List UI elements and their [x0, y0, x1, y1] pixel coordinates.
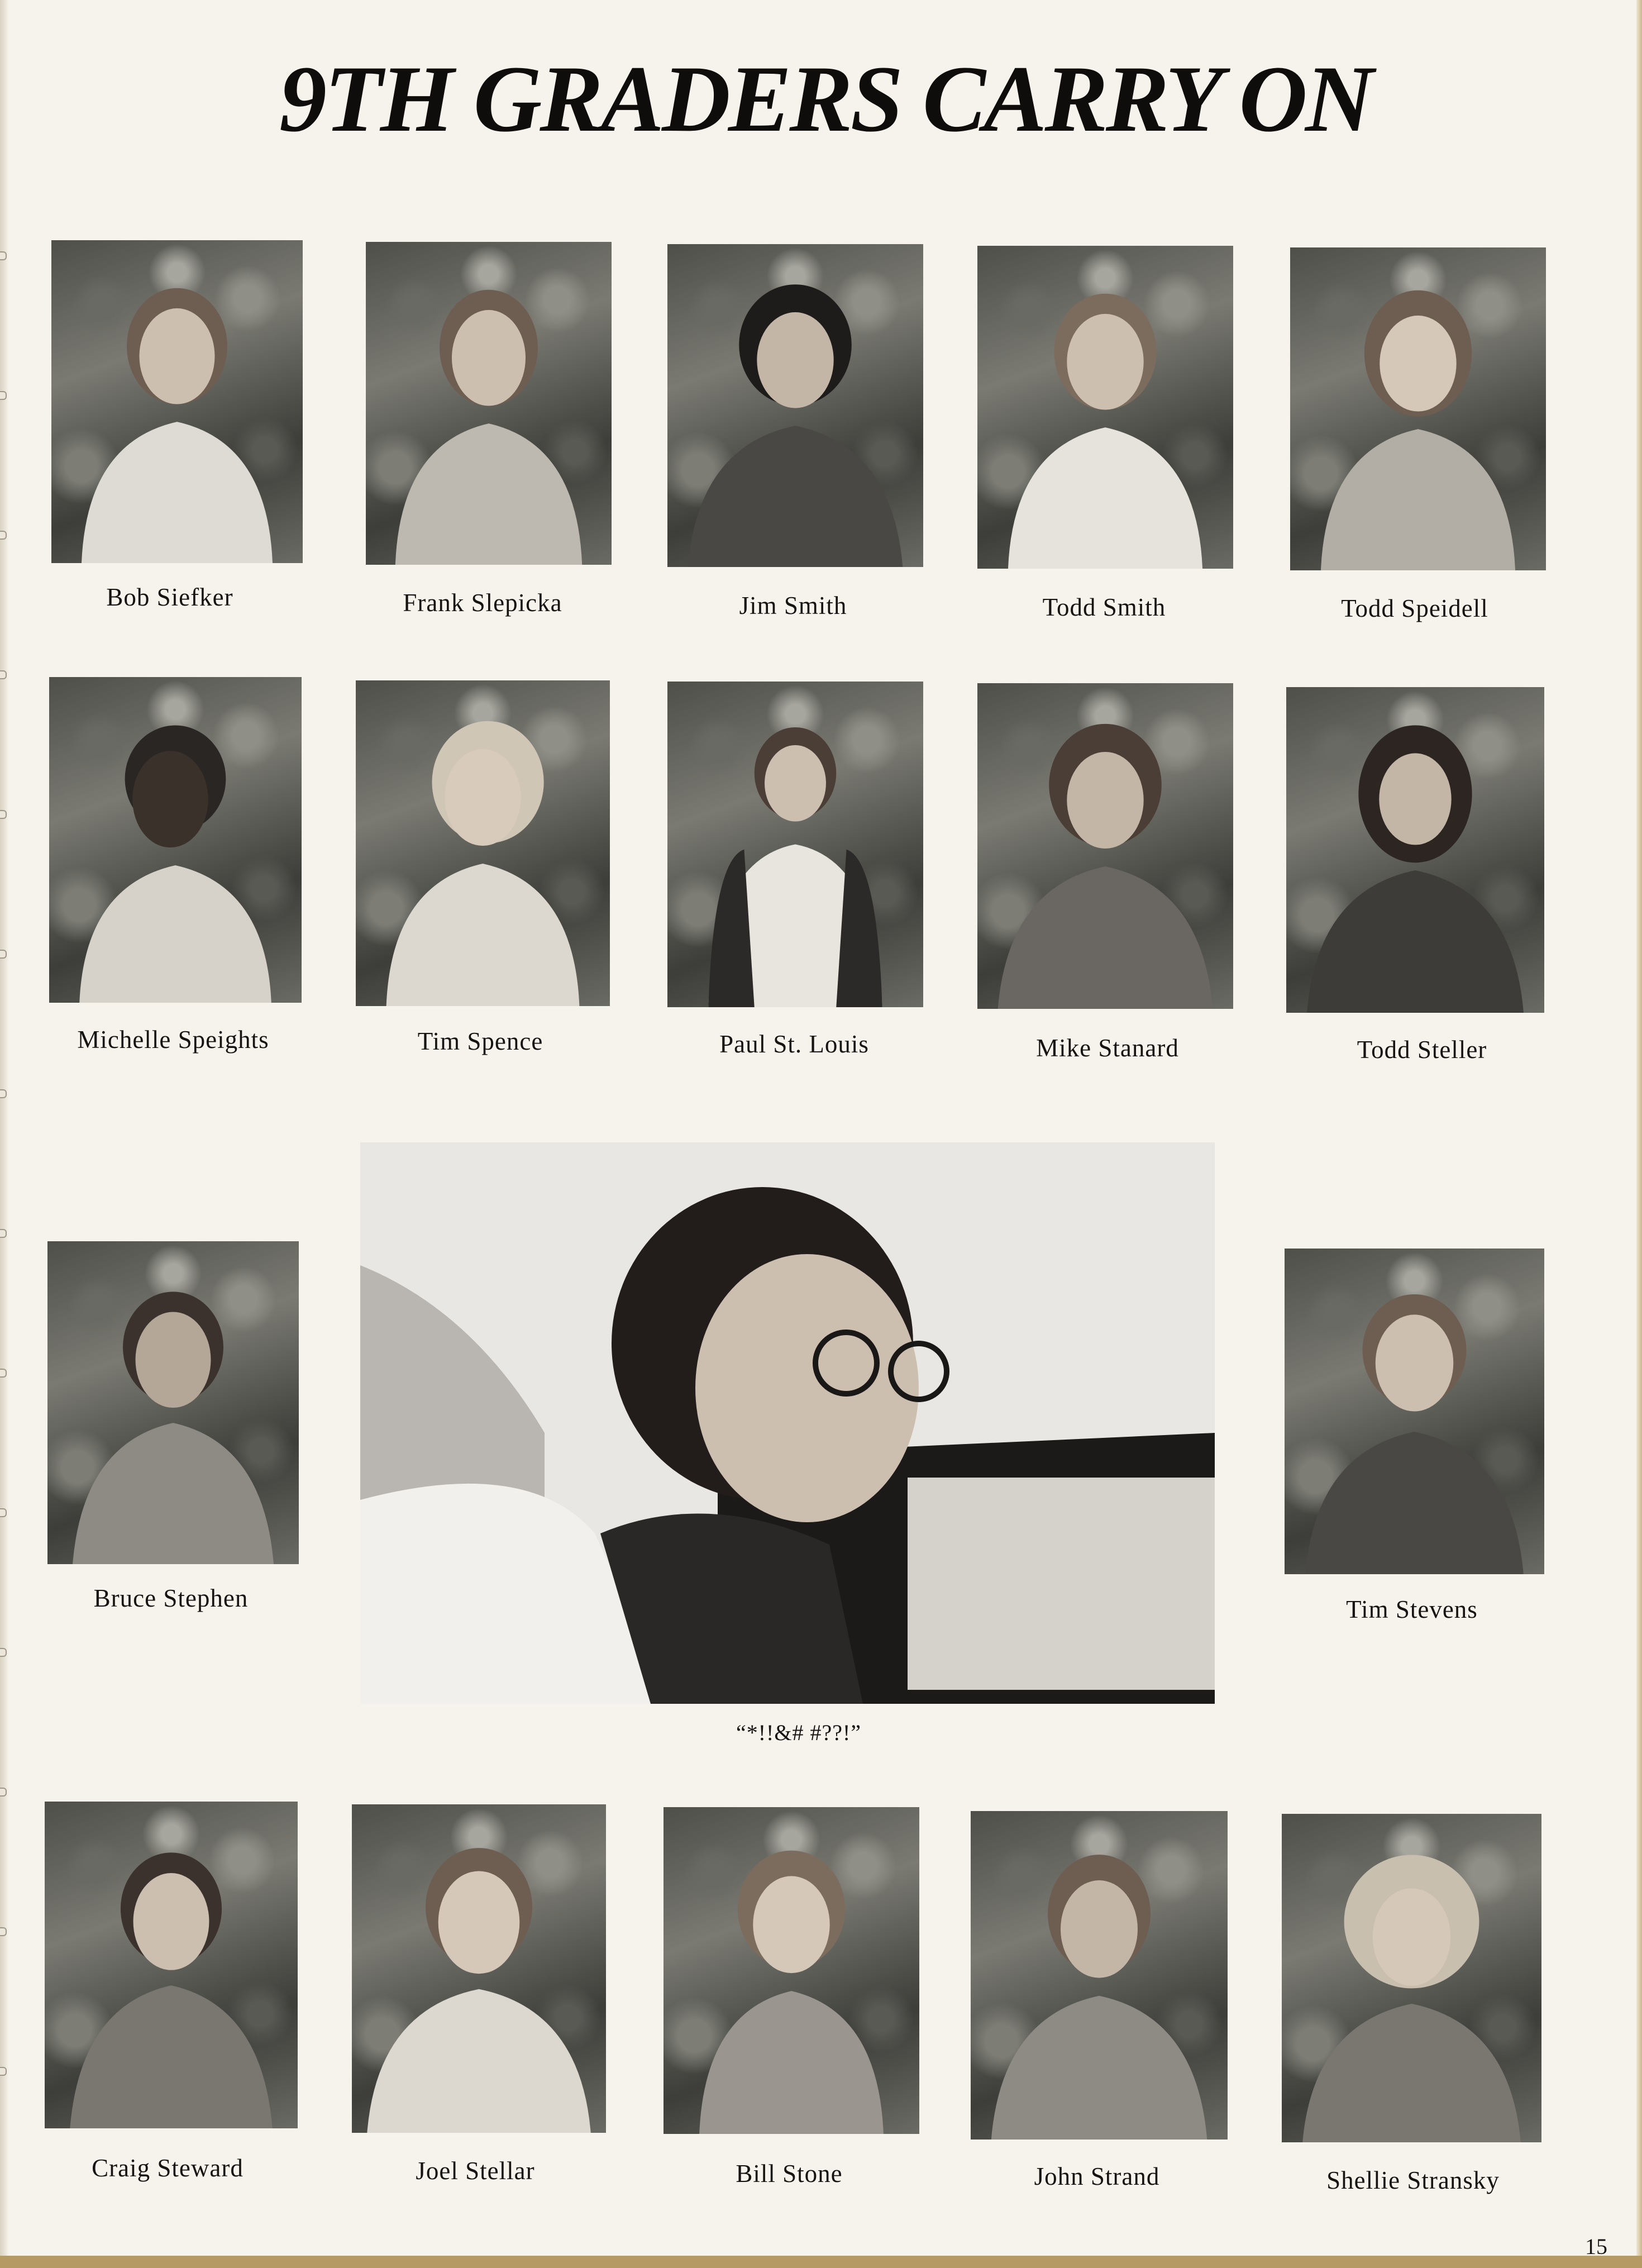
portrait-photo [667, 244, 923, 567]
portrait-photo [977, 246, 1233, 569]
student-name: Tim Stevens [1346, 1595, 1478, 1623]
portrait-photo [49, 677, 302, 1003]
page-bottom-edge [0, 2256, 1642, 2268]
student-name: Craig Steward [92, 2154, 244, 2182]
page-right-edge [1636, 0, 1642, 2268]
student-name: Todd Steller [1357, 1036, 1487, 1064]
portrait-photo [667, 682, 923, 1007]
portrait-photo [47, 1241, 299, 1564]
portrait-photo [366, 242, 612, 565]
student-name: Todd Speidell [1341, 594, 1488, 622]
page-title: 9TH GRADERS CARRY ON [279, 46, 1372, 151]
student-name: Shellie Stransky [1326, 2166, 1500, 2194]
student-name: Joel Stellar [416, 2157, 535, 2185]
student-name: Michelle Speights [77, 1026, 269, 1054]
portrait-photo [977, 683, 1233, 1009]
candid-photo [360, 1142, 1215, 1704]
student-name: Todd Smith [1042, 593, 1166, 621]
student-name: Jim Smith [739, 592, 847, 620]
portrait-photo [1290, 247, 1546, 570]
portrait-photo [971, 1811, 1228, 2140]
portrait-photo [51, 240, 303, 563]
student-name: Bruce Stephen [93, 1584, 249, 1612]
student-name: John Strand [1034, 2162, 1160, 2190]
candid-photo-caption: “*!!&# #??!” [736, 1720, 862, 1745]
portrait-photo [664, 1807, 919, 2134]
student-name: Paul St. Louis [719, 1030, 869, 1058]
portrait-photo [352, 1804, 606, 2133]
page-number: 15 [1585, 2234, 1607, 2259]
portrait-photo [45, 1802, 298, 2128]
portrait-photo [1285, 1249, 1544, 1574]
binding-holes [0, 0, 12, 2268]
student-name: Bill Stone [736, 2160, 843, 2188]
portrait-photo [1286, 687, 1544, 1013]
portrait-photo [356, 680, 610, 1006]
student-name: Mike Stanard [1036, 1034, 1179, 1062]
portrait-photo [1282, 1814, 1541, 2142]
student-name: Frank Slepicka [403, 589, 562, 617]
student-name: Tim Spence [417, 1027, 543, 1055]
student-name: Bob Siefker [106, 583, 233, 611]
